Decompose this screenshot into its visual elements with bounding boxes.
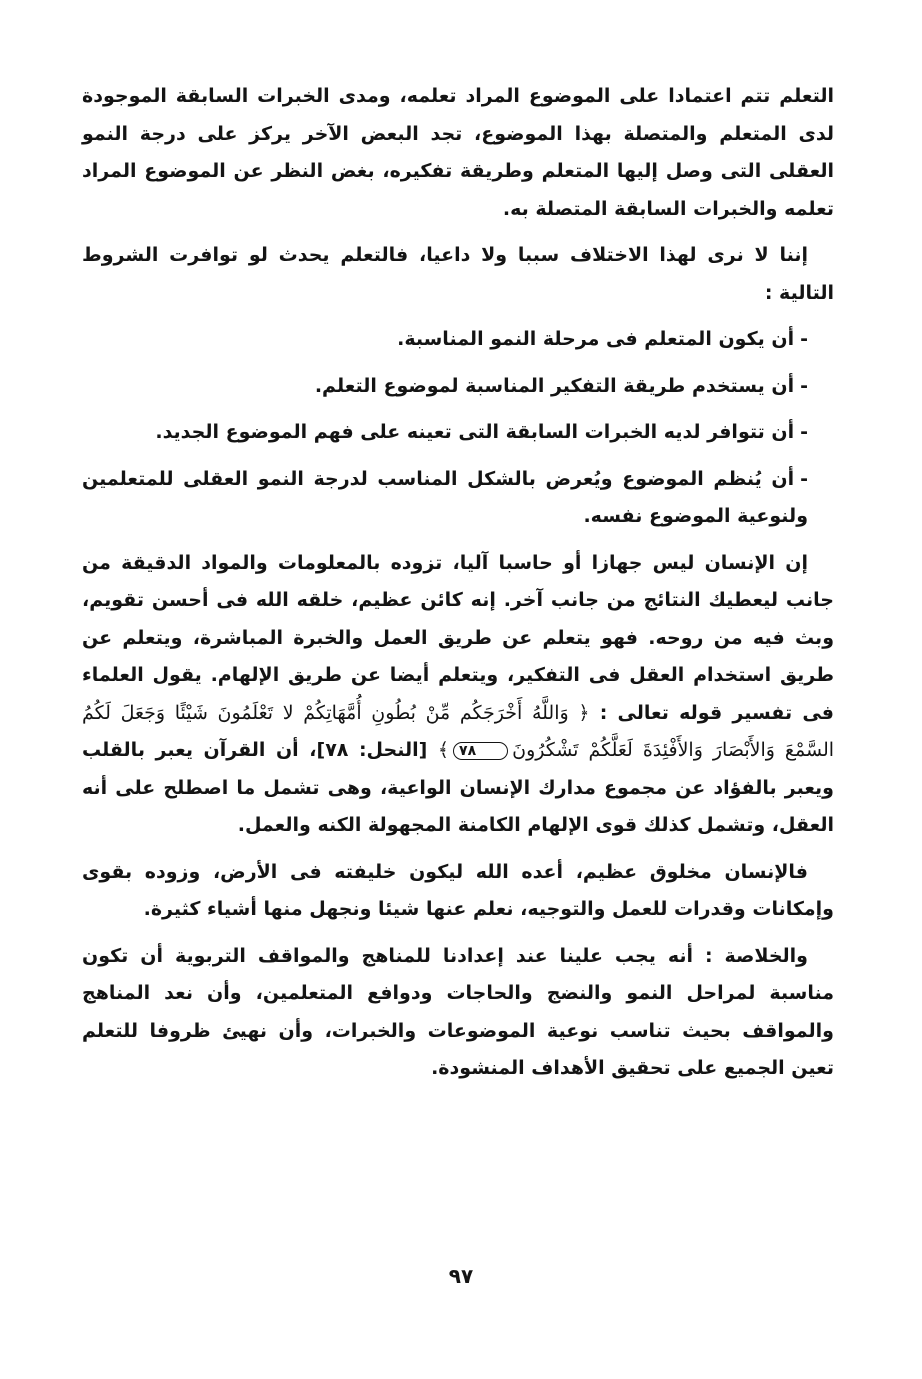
page-body	[82, 78, 834, 1097]
bullet-text: أن يُنظم الموضوع ويُعرض بالشكل المناسب لدرجة النمو العقلى للمتعلمين ولنوعية الموضوع نفسه.	[82, 467, 808, 527]
bullet-text: أن يكون المتعلم فى مرحلة النمو المناسبة.	[397, 328, 795, 350]
paragraph-3-text-end: [النحل: ٧٨]، أن القرآن يعبر بالقلب ويعبر بالفؤاد عن مجموع مدارك الإنسان الواعية، وهى تشمل ما اصطلح على أنه العقل، وتشمل كذلك قوى الإلهام الكامنة المجهولة الكنه والعمل.	[82, 739, 834, 836]
paragraph-3	[82, 545, 834, 845]
bullet-item-3	[82, 414, 834, 452]
bullet-text: أن تتوافر لديه الخبرات السابقة التى تعينه على فهم الموضوع الجديد.	[155, 421, 795, 443]
bullet-text: أن يستخدم طريقة التفكير المناسبة لموضوع التعلم.	[314, 374, 795, 397]
paragraph-5: والخلاصة : أنه يجب علينا عند إعدادنا للمناهج والمواقف التربوية أن تكون مناسبة لمراحل النمو والنضج والحاجات ودوافع المتعلمين، وأن نعد المناهج والمواقف بحيث تناسب نوعية الموضوعات والخبرات، وأن نهيئ ظروفا للتعلم تعين الجميع على تحقيق الأهداف المنشودة.	[82, 944, 834, 1079]
quran-verse-close: ﴾	[437, 739, 450, 761]
ayah-number-marker: ٧٨	[453, 742, 508, 760]
paragraph-3-text-start: إن الإنسان ليس جهازا أو حاسبا آليا، تزوده بالمعلومات والمواد الدقيقة من جانب ليعطيك النتائج من جانب آخر. إنه كائن عظيم، خلقه الله فى أحسن تقويم، وبث فيه من روحه. فهو يتعلم عن طريق العمل والخبرة المباشرة، ويتعلم عن طريق استخدام العقل فى التفكير، ويتعلم أيضا عن طريق الإلهام. يقول العلماء فى تفسير قوله تعالى :	[82, 551, 834, 724]
paragraph-1: التعلم تتم اعتمادا على الموضوع المراد تعلمه، ومدى الخبرات السابقة الموجودة لدى المتعلم والمتصلة بهذا الموضوع، تجد البعض الآخر يركز على درجة النمو العقلى التى وصل إليها المتعلم وطريقة تفكيره، بغض النظر عن الموضوع المراد تعلمه والخبرات السابقة المتصلة به.	[82, 85, 834, 220]
paragraph-4: فالإنسان مخلوق عظيم، أعده الله ليكون خليفته فى الأرض، وزوده بقوى وإمكانات وقدرات للعمل والتوجيه، نعلم عنها شيئا ونجهل منها أشياء كثيرة.	[82, 860, 834, 920]
bullet-item-4	[82, 461, 834, 536]
bullet-dash: -	[800, 328, 808, 350]
bullet-dash: -	[800, 421, 808, 443]
paragraph-2: إننا لا نرى لهذا الاختلاف سببا ولا داعيا، فالتعلم يحدث لو توافرت الشروط التالية :	[82, 244, 834, 304]
bullet-item-2	[82, 368, 834, 406]
bullet-dash: -	[800, 374, 808, 397]
bullet-item-1	[82, 321, 834, 359]
quran-verse: ﴿ وَاللَّهُ أَخْرَجَكُم مِّنْ بُطُونِ أُمَّهَاتِكُمْ لا تَعْلَمُونَ شَيْئًا وَجَعَلَ لَكُمُ السَّمْعَ وَالأَبْصَارَ وَالأَفْئِدَةَ لَعَلَّكُمْ تَشْكُرُونَ	[82, 701, 835, 761]
page-number: ٩٧	[448, 1264, 474, 1288]
bullet-dash: -	[800, 467, 808, 490]
